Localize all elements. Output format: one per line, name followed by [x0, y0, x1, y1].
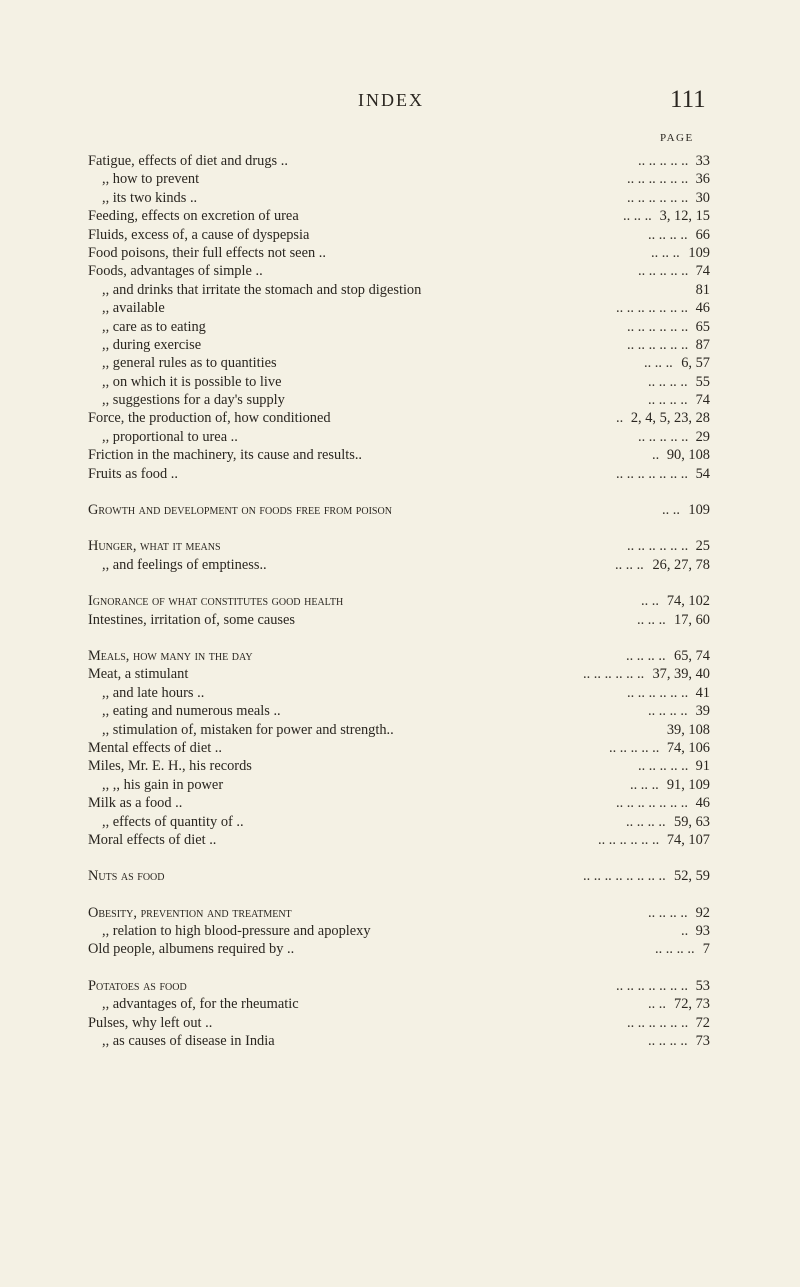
group-spacer: [88, 959, 710, 977]
entry-term: Pulses, why left out ..: [88, 1014, 213, 1031]
index-subentry: [88, 1032, 710, 1050]
entry-term: ,, on which it is possible to live: [102, 373, 282, 390]
group-spacer: [88, 629, 710, 647]
entry-pages: 30: [695, 189, 710, 206]
entry-term: ,, general rules as to quantities: [102, 355, 277, 372]
entry-pages: 93: [695, 923, 710, 940]
entry-leader-dots: .. .. .. ..: [648, 703, 688, 720]
group-spacer: [88, 519, 710, 537]
index-subentry: [88, 556, 710, 574]
entry-pages: 65: [695, 318, 710, 335]
group-spacer: [88, 849, 710, 867]
index-entry: [88, 262, 710, 280]
entry-term: ,, proportional to urea ..: [102, 428, 238, 445]
index-list: [88, 152, 710, 1050]
entry-pages: 36: [695, 171, 710, 188]
entry-leader-dots: .. .. .. ..: [626, 647, 666, 664]
index-entry: [88, 739, 710, 757]
entry-pages: 74: [695, 263, 710, 280]
entry-term: Feeding, effects on excretion of urea: [88, 208, 299, 225]
entry-term: Old people, albumens required by ..: [88, 941, 295, 958]
entry-pages: 6, 57: [681, 355, 710, 372]
entry-leader-dots: .. .. .. .. .. .. ..: [616, 300, 688, 317]
entry-leader-dots: .. .. .. .. .. .. ..: [616, 977, 688, 994]
entry-pages: 55: [695, 373, 710, 390]
entry-term: Meals, how many in the day: [88, 647, 253, 664]
entry-leader-dots: .. .. .. ..: [648, 226, 688, 243]
entry-leader-dots: .. .. ..: [644, 355, 673, 372]
index-subentry: [88, 299, 710, 317]
index-subentry: [88, 684, 710, 702]
entry-leader-dots: .. ..: [641, 593, 659, 610]
entry-pages: 73: [695, 1033, 710, 1050]
entry-pages: 72, 73: [674, 996, 710, 1013]
index-entry: [88, 831, 710, 849]
entry-leader-dots: .. .. ..: [637, 611, 666, 628]
entry-pages: 26, 27, 78: [652, 556, 710, 573]
entry-term: ,, relation to high blood-pressure and apoplexy: [102, 923, 371, 940]
entry-term: ,, ,, his gain in power: [102, 776, 224, 793]
entry-term: Mental effects of diet ..: [88, 739, 222, 756]
entry-pages: 59, 63: [674, 813, 710, 830]
entry-leader-dots: .. .. .. ..: [655, 941, 695, 958]
entry-leader-dots: .. .. ..: [615, 556, 644, 573]
index-entry: [88, 794, 710, 812]
running-head: [0, 86, 800, 116]
index-subentry: [88, 776, 710, 794]
entry-term: ,, suggestions for a day's supply: [102, 392, 285, 409]
entry-term: Intestines, irritation of, some causes: [88, 611, 296, 628]
index-entry: [88, 757, 710, 775]
entry-pages: 52, 59: [674, 868, 710, 885]
entry-term: Miles, Mr. E. H., his records: [88, 758, 252, 775]
entry-pages: 74, 106: [666, 739, 710, 756]
entry-term: ,, as causes of disease in India: [102, 1033, 275, 1050]
entry-term: Moral effects of diet ..: [88, 831, 217, 848]
entry-leader-dots: .. .. .. .. ..: [638, 428, 689, 445]
entry-pages: 37, 39, 40: [652, 666, 710, 683]
entry-pages: 53: [695, 977, 710, 994]
entry-pages: 46: [695, 300, 710, 317]
entry-pages: 72: [695, 1014, 710, 1031]
index-entry: [88, 592, 710, 610]
page-column-heading: PAGE: [660, 132, 694, 144]
entry-leader-dots: .. .. .. .. .. ..: [627, 538, 689, 555]
entry-pages: 7: [702, 941, 710, 958]
entry-leader-dots: .. .. .. .. .. ..: [583, 666, 645, 683]
entry-term: ,, care as to eating: [102, 318, 206, 335]
entry-term: Hunger, what it means: [88, 538, 221, 555]
index-entry: [88, 501, 710, 519]
entry-term: Milk as a food ..: [88, 795, 183, 812]
entry-pages: 39: [695, 703, 710, 720]
entry-leader-dots: .. .. .. .. .. ..: [627, 318, 689, 335]
entry-term: Force, the production of, how conditioned: [88, 410, 331, 427]
group-spacer: [88, 483, 710, 501]
entry-pages: 87: [695, 336, 710, 353]
entry-leader-dots: .. .. .. .. ..: [638, 758, 689, 775]
entry-pages: 81: [695, 281, 710, 298]
entry-pages: 3, 12, 15: [659, 208, 710, 225]
index-subentry: [88, 391, 710, 409]
entry-pages: 25: [695, 538, 710, 555]
index-entry: [88, 611, 710, 629]
entry-term: ,, eating and numerous meals ..: [102, 703, 281, 720]
group-spacer: [88, 574, 710, 592]
entry-term: ,, available: [102, 300, 165, 317]
entry-leader-dots: .. .. ..: [630, 776, 659, 793]
entry-pages: 91, 109: [666, 776, 710, 793]
entry-pages: 39, 108: [666, 721, 710, 738]
entry-pages: 91: [695, 758, 710, 775]
index-entry: [88, 977, 710, 995]
index-entry: [88, 207, 710, 225]
entry-term: Ignorance of what constitutes good health: [88, 593, 344, 610]
entry-term: ,, and late hours ..: [102, 684, 205, 701]
index-entry: [88, 446, 710, 464]
entry-pages: 74, 102: [666, 593, 710, 610]
index-entry: [88, 244, 710, 262]
entry-pages: 92: [695, 904, 710, 921]
page-number: 111: [670, 86, 706, 113]
entry-term: ,, advantages of, for the rheumatic: [102, 996, 299, 1013]
entry-leader-dots: .. .. .. .. .. ..: [627, 189, 689, 206]
entry-pages: 2, 4, 5, 23, 28: [630, 410, 710, 427]
entry-term: Friction in the machinery, its cause and results..: [88, 447, 363, 464]
index-entry: [88, 226, 710, 244]
entry-leader-dots: .. .. .. .. .. ..: [627, 684, 689, 701]
entry-leader-dots: .. .. ..: [651, 244, 680, 261]
entry-term: ,, its two kinds ..: [102, 189, 198, 206]
entry-leader-dots: .. .. .. ..: [648, 373, 688, 390]
entry-term: ,, effects of quantity of ..: [102, 813, 244, 830]
entry-leader-dots: .. .. .. ..: [626, 813, 666, 830]
entry-pages: 65, 74: [674, 647, 710, 664]
entry-leader-dots: .. .. .. .. ..: [638, 153, 689, 169]
entry-leader-dots: .. .. .. .. .. ..: [627, 171, 689, 188]
index-entry: [88, 152, 710, 170]
index-subentry: [88, 336, 710, 354]
index-entry: [88, 1014, 710, 1032]
entry-term: Obesity, prevention and treatment: [88, 904, 292, 921]
entry-term: ,, and feelings of emptiness..: [102, 556, 267, 573]
entry-term: Growth and development on foods free from poison: [88, 502, 392, 519]
index-subentry: [88, 189, 710, 207]
index-entry: [88, 647, 710, 665]
entry-pages: 17, 60: [674, 611, 710, 628]
entry-pages: 74: [695, 392, 710, 409]
index-subentry: [88, 428, 710, 446]
index-entry: [88, 867, 710, 885]
index-entry: [88, 940, 710, 958]
index-subentry: [88, 813, 710, 831]
entry-term: ,, during exercise: [102, 336, 202, 353]
group-spacer: [88, 886, 710, 904]
entry-leader-dots: .. .. .. ..: [648, 904, 688, 921]
entry-leader-dots: .. .. .. .. .. ..: [627, 1014, 689, 1031]
entry-leader-dots: ..: [652, 447, 660, 464]
entry-leader-dots: .. .. .. .. .. .. ..: [616, 795, 688, 812]
entry-leader-dots: .. .. .. ..: [648, 1033, 688, 1050]
index-subentry: [88, 995, 710, 1013]
index-entry: [88, 904, 710, 922]
entry-leader-dots: .. .. ..: [623, 208, 652, 225]
entry-leader-dots: .. .. .. .. .. ..: [598, 831, 660, 848]
index-subentry: [88, 281, 710, 299]
index-subentry: [88, 702, 710, 720]
entry-term: Foods, advantages of simple ..: [88, 263, 263, 280]
entry-pages: 41: [695, 684, 710, 701]
entry-pages: 109: [688, 244, 710, 261]
entry-term: Fluids, excess of, a cause of dyspepsia: [88, 226, 310, 243]
entry-pages: 74, 107: [666, 831, 710, 848]
index-entry: [88, 465, 710, 483]
entry-pages: 66: [695, 226, 710, 243]
index-subentry: [88, 373, 710, 391]
entry-leader-dots: .. ..: [648, 996, 666, 1013]
entry-pages: 46: [695, 795, 710, 812]
entry-pages: 54: [695, 465, 710, 482]
entry-leader-dots: ..: [681, 923, 689, 940]
index-entry: [88, 665, 710, 683]
entry-leader-dots: .. .. .. ..: [648, 392, 688, 409]
entry-leader-dots: .. .. .. .. ..: [638, 263, 689, 280]
index-subentry: [88, 922, 710, 940]
entry-pages: 33: [695, 153, 710, 169]
index-entry: [88, 409, 710, 427]
entry-pages: 29: [695, 428, 710, 445]
entry-term: Fatigue, effects of diet and drugs ..: [88, 153, 288, 169]
entry-term: Nuts as food: [88, 868, 165, 885]
entry-leader-dots: .. .. .. .. .. .. .. ..: [583, 868, 666, 885]
page-title: INDEX: [358, 90, 424, 110]
entry-leader-dots: .. .. .. .. .. .. ..: [616, 465, 688, 482]
entry-term: Fruits as food ..: [88, 465, 178, 482]
entry-term: Potatoes as food: [88, 977, 187, 994]
index-entry: [88, 537, 710, 555]
index-subentry: [88, 318, 710, 336]
entry-term: ,, stimulation of, mistaken for power and strength..: [102, 721, 394, 738]
index-subentry: [88, 721, 710, 739]
entry-term: Meat, a stimulant: [88, 666, 189, 683]
index-subentry: [88, 354, 710, 372]
entry-leader-dots: .. .. .. .. ..: [609, 739, 660, 756]
entry-term: ,, and drinks that irritate the stomach and stop digestion: [102, 281, 422, 298]
entry-pages: 109: [688, 502, 710, 519]
entry-pages: 90, 108: [666, 447, 710, 464]
index-subentry: [88, 170, 710, 188]
entry-term: ,, how to prevent: [102, 171, 200, 188]
entry-leader-dots: .. .. .. .. .. ..: [627, 336, 689, 353]
entry-leader-dots: ..: [616, 410, 624, 427]
entry-term: Food poisons, their full effects not seen ..: [88, 244, 326, 261]
entry-leader-dots: .. ..: [662, 502, 680, 519]
